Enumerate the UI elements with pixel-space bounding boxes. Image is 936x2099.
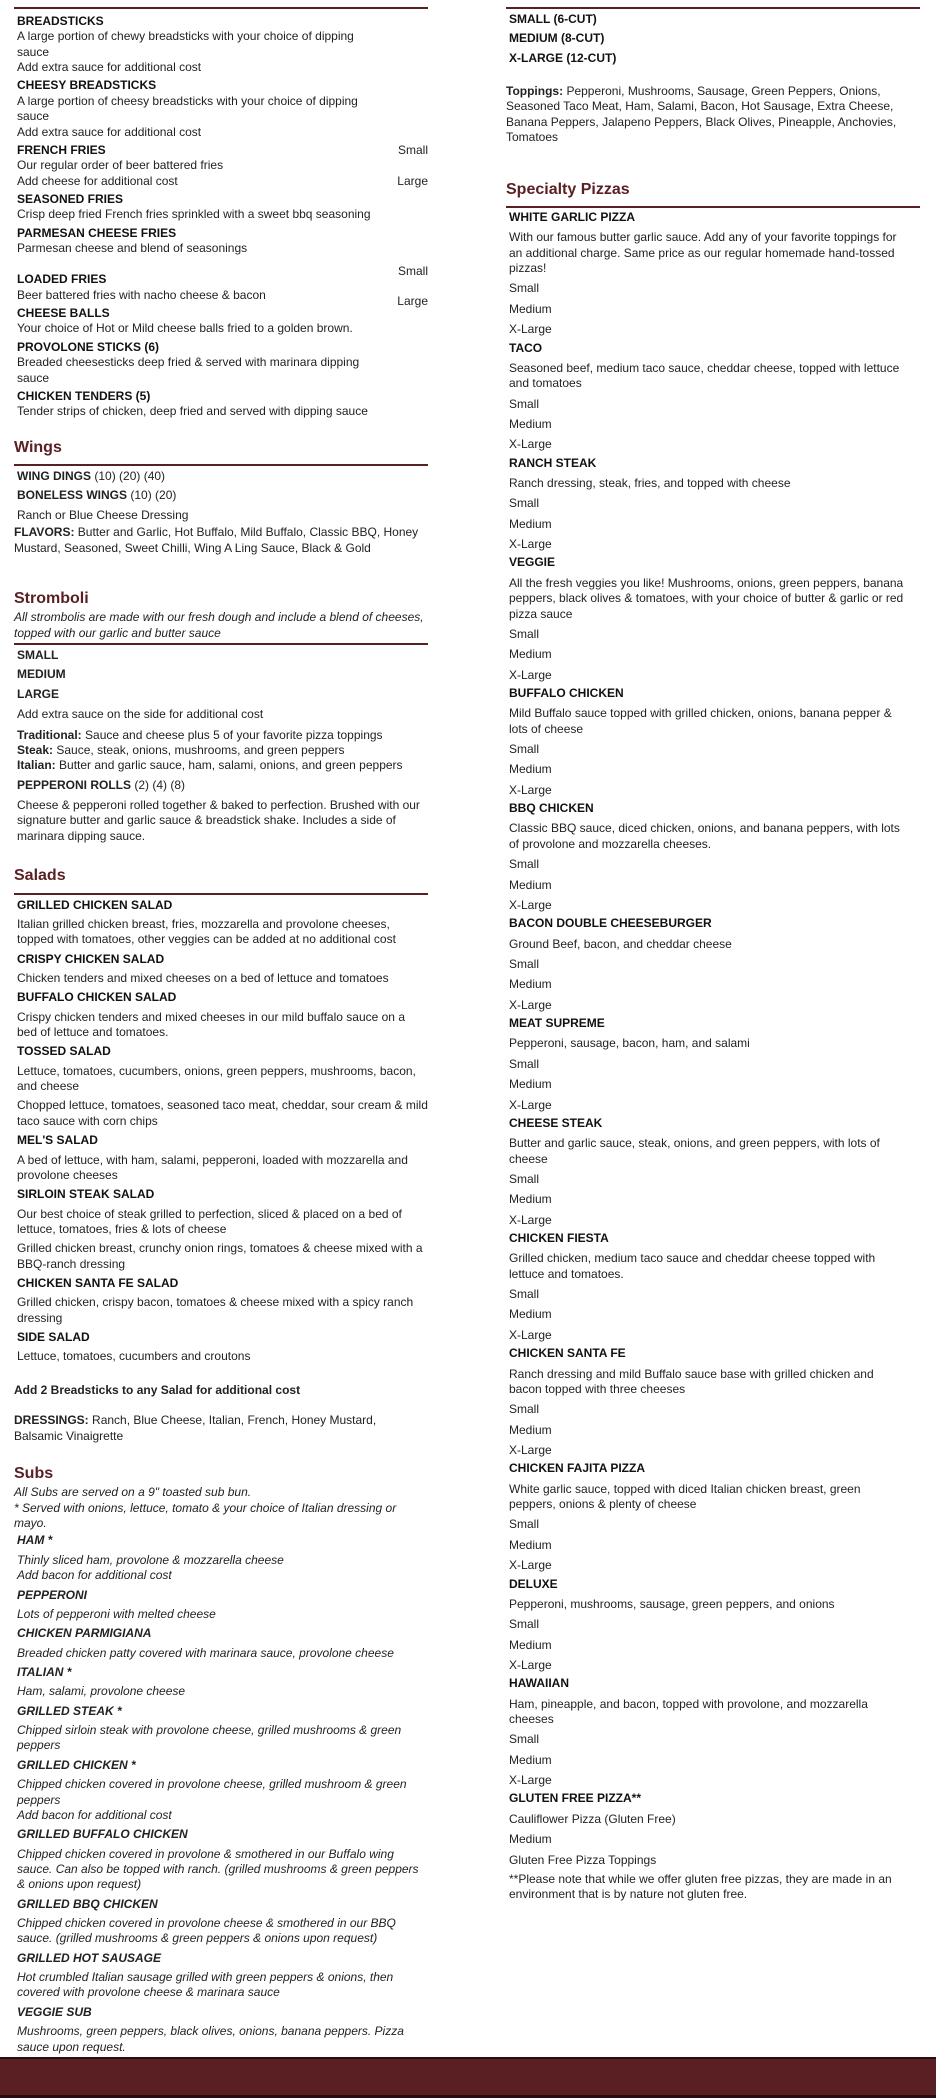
sub-desc: Add bacon for additional cost (17, 1807, 172, 1822)
specialty-pizza-size: Medium (509, 516, 552, 531)
salad-name: SIDE SALAD (17, 1330, 90, 1345)
specialty-pizza-size: Medium (509, 877, 552, 892)
specialty-pizza-size: Medium (509, 977, 552, 992)
pepperoni-rolls-desc: Cheese & pepperoni rolled together & baked to perfection. Brushed with our signature butter and garlic sauce & breadstick shake. Includes a side of marinara dipping sauce. (17, 797, 420, 843)
specialty-pizza-size: Small (509, 742, 540, 757)
gluten-free-section (506, 1791, 920, 1902)
specialty-pizza-desc: Mild Buffalo sauce topped with grilled chicken, onions, banana pepper & lots of cheese (509, 706, 892, 736)
appetizer-desc: Your choice of Hot or Mild cheese balls fried to a golden brown. (17, 321, 353, 336)
specialty-pizza-name: DELUXE (509, 1576, 558, 1591)
specialty-pizza-size: X-Large (509, 1773, 552, 1788)
sub-desc: Mushrooms, green peppers, black olives, onions, banana peppers. Pizza sauce upon request. (17, 2024, 404, 2054)
specialty-pizza-size: Small (509, 1402, 540, 1417)
sub-name: HAM * (17, 1533, 53, 1548)
pizza-size: X-LARGE (12-CUT) (509, 50, 617, 65)
footer-bar (0, 2057, 936, 2098)
sub-name: GRILLED HOT SAUSAGE (17, 1950, 162, 1965)
specialty-pizza-size: Medium (509, 1307, 552, 1322)
appetizer-head-row (14, 389, 428, 404)
appetizer-desc: A large portion of chewy breadsticks with your choice of dipping sauce (17, 29, 354, 59)
salad-name: TOSSED SALAD (17, 1044, 111, 1059)
sub-name: GRILLED BUFFALO CHICKEN (17, 1827, 188, 1842)
sub-desc: Add bacon for additional cost (17, 1568, 172, 1583)
stromboli-type (17, 728, 428, 743)
appetizer-desc-row (14, 94, 428, 125)
specialty-pizza-size: Medium (509, 647, 552, 662)
pepperoni-rolls-name: PEPPERONI ROLLS (17, 777, 132, 792)
boneless-wings-name: BONELESS WINGS (17, 488, 128, 503)
specialty-pizza-name: HAWAIIAN (509, 1676, 569, 1691)
specialty-pizza-size: X-Large (509, 897, 552, 912)
boneless-wings-row (14, 488, 428, 503)
gluten-free-line: Gluten Free Pizza Toppings (509, 1852, 657, 1867)
pizza-sizes-rule (506, 7, 920, 9)
appetizer-desc: Add extra sauce for additional cost (17, 124, 202, 139)
appetizer-name: LOADED FRIES (17, 272, 107, 287)
stromboli-sizes (14, 648, 428, 702)
specialty-pizza-name: CHICKEN FIESTA (509, 1231, 609, 1246)
specialty-pizza-size: Small (509, 626, 540, 641)
appetizer-desc: Tender strips of chicken, deep fried and served with dipping sauce (17, 404, 368, 419)
salad-name: CRISPY CHICKEN SALAD (17, 951, 165, 966)
specialty-pizza-desc: Ranch dressing, steak, fries, and topped with cheese (509, 476, 791, 491)
specialty-pizza-name: CHICKEN SANTA FE (509, 1346, 626, 1361)
appetizer-item (14, 389, 428, 420)
salad-name: SIRLOIN STEAK SALAD (17, 1187, 155, 1202)
specialty-pizzas-title: Specialty Pizzas (506, 180, 630, 198)
appetizer-name: CHEESY BREADSTICKS (17, 78, 157, 93)
appetizer-head-row (14, 340, 428, 355)
specialty-pizza-size: X-Large (509, 782, 552, 797)
stromboli-size: SMALL (17, 648, 59, 663)
appetizer-desc-row (14, 241, 428, 256)
specialty-pizza-name: CHICKEN FAJITA PIZZA (509, 1461, 646, 1476)
specialty-pizza-desc: With our famous butter garlic sauce. Add any of your favorite toppings for an additional charge. Same price as our regular homemade hand-tossed pizzas! (509, 230, 897, 276)
toppings-text: Pepperoni, Mushrooms, Sausage, Green Peppers, Onions, Seasoned Taco Meat, Ham, Salami, Bacon, Hot Sausage, Extra Cheese, Banana Peppers, Jalapeno Peppers, Black Olives, Pineapple, Anchovies, Tomatoes (506, 84, 897, 145)
specialty-pizza-size: Medium (509, 1422, 552, 1437)
appetizer-item (14, 264, 428, 309)
appetizer-size: Small (397, 264, 428, 279)
specialty-pizza-size: Small (509, 857, 540, 872)
wings-rule (14, 464, 428, 466)
loaded-fries-sizes (397, 256, 428, 316)
appetizer-desc: Add extra sauce for additional cost (17, 60, 202, 75)
salads-title: Salads (14, 867, 66, 885)
specialty-pizza-size: Medium (509, 1752, 552, 1767)
sub-name: VEGGIE SUB (17, 2004, 92, 2019)
specialty-pizza-size: Small (509, 496, 540, 511)
appetizers-rule (14, 7, 428, 9)
subs-intro-1: All Subs are served on a 9" toasted sub bun. (14, 1485, 252, 1500)
specialty-pizza-desc: Butter and garlic sauce, steak, onions, and green peppers, with lots of cheese (509, 1136, 880, 1166)
specialty-pizza-size: Small (509, 281, 540, 296)
pepperoni-rolls-row (14, 778, 428, 793)
appetizer-head-row (14, 306, 428, 321)
salad-dressings (14, 1413, 428, 1444)
salad-desc: Crispy chicken tenders and mixed cheeses in our mild buffalo sauce on a bed of lettuce and tomatoes. (17, 1009, 405, 1040)
specialty-pizza-size: Small (509, 1287, 540, 1302)
appetizer-desc: Crisp deep fried French fries sprinkled with a sweet bbq seasoning (17, 207, 371, 222)
specialty-pizza-size: Medium (509, 416, 552, 431)
appetizer-name: BREADSTICKS (17, 14, 104, 28)
specialty-pizza-size: Small (509, 1056, 540, 1071)
sub-desc: Lots of pepperoni with melted cheese (17, 1606, 216, 1621)
salad-name: GRILLED CHICKEN SALAD (17, 897, 173, 912)
appetizer-item (14, 78, 428, 139)
sub-name: GRILLED STEAK * (17, 1703, 122, 1718)
specialty-pizzas-list (506, 210, 920, 1788)
appetizer-name: PARMESAN CHEESE FRIES (17, 225, 177, 240)
stromboli-title: Stromboli (14, 589, 89, 607)
sub-name: CHICKEN PARMIGIANA (17, 1626, 152, 1641)
appetizer-item (14, 192, 428, 223)
specialty-pizza-desc: Ranch dressing and mild Buffalo sauce base with grilled chicken and bacon topped with three cheeses (509, 1366, 874, 1396)
right-column (506, 0, 920, 1903)
appetizer-size: Small (397, 142, 428, 157)
stromboli-size: MEDIUM (17, 667, 66, 682)
salads-rule (14, 893, 428, 895)
specialty-pizza-name: BBQ CHICKEN (509, 801, 594, 816)
specialty-pizza-name: BUFFALO CHICKEN (509, 685, 624, 700)
salad-name: MEL'S SALAD (17, 1133, 98, 1148)
gluten-free-note: **Please note that while we offer gluten free pizzas, they are made in an environment that is by nature not gluten free. (509, 1871, 892, 1902)
stromboli-type (17, 758, 428, 773)
pizza-size: SMALL (6-CUT) (509, 12, 597, 26)
specialty-pizza-size: X-Large (509, 1212, 552, 1227)
appetizer-desc-row (14, 60, 428, 75)
appetizer-desc: Beer battered fries with nacho cheese & bacon (17, 287, 266, 302)
appetizer-desc-row (14, 207, 428, 222)
wing-dings-name: WING DINGS (17, 469, 91, 484)
salad-desc: Grilled chicken breast, crunchy onion rings, tomatoes & cheese mixed with a BBQ-ranch dressing (17, 1241, 423, 1271)
appetizer-size: Large (397, 173, 428, 188)
specialty-pizza-name: VEGGIE (509, 555, 556, 570)
specialty-pizza-desc: Classic BBQ sauce, diced chicken, onions, and banana peppers, with lots of provolone and mozzarella cheeses. (509, 821, 900, 851)
pizza-sizes (506, 12, 920, 66)
sub-desc: Chipped chicken covered in provolone cheese & smothered in our BBQ sauce. (grilled mushrooms & green peppers & onions upon request) (17, 1916, 396, 1946)
wings-section (14, 469, 428, 556)
subs-title: Subs (14, 1464, 54, 1482)
specialty-pizza-desc: Seasoned beef, medium taco sauce, cheddar cheese, topped with lettuce and tomatoes (509, 360, 900, 391)
appetizer-head-row (14, 78, 428, 93)
wings-dressing: Ranch or Blue Cheese Dressing (17, 507, 189, 522)
specialty-pizza-size: Small (509, 396, 540, 411)
salads-list (14, 898, 428, 1365)
appetizer-size: Large (397, 294, 428, 309)
wings-title: Wings (14, 438, 62, 456)
specialty-pizza-size: Medium (509, 1637, 552, 1652)
flavors-label: FLAVORS: (14, 525, 75, 540)
specialty-pizza-desc: Ground Beef, bacon, and cheddar cheese (509, 936, 732, 951)
specialty-pizza-name: WHITE GARLIC PIZZA (509, 209, 635, 224)
specialty-pizza-name: BACON DOUBLE CHEESEBURGER (509, 916, 712, 931)
sub-desc: Ham, salami, provolone cheese (17, 1684, 186, 1699)
appetizer-desc-row (14, 29, 428, 60)
pepperoni-rolls-counts: (2) (4) (8) (134, 777, 186, 792)
specialty-pizza-size: X-Large (509, 1327, 552, 1342)
sub-name: GRILLED BBQ CHICKEN (17, 1896, 158, 1911)
specialty-pizza-size: X-Large (509, 997, 552, 1012)
specialty-pizza-size: X-Large (509, 437, 552, 452)
stromboli-type-text: Sauce and cheese plus 5 of your favorite pizza toppings (85, 727, 383, 742)
appetizer-item (14, 306, 428, 337)
specialty-pizza-size: X-Large (509, 1657, 552, 1672)
specialty-pizza-size: Small (509, 1517, 540, 1532)
appetizer-desc-row (14, 404, 428, 419)
boneless-wings-counts: (10) (20) (130, 488, 177, 503)
appetizer-item (14, 14, 428, 75)
appetizer-head-row (14, 226, 428, 241)
salad-desc: Chicken tenders and mixed cheeses on a bed of lettuce and tomatoes (17, 970, 389, 985)
specialty-pizza-name: RANCH STEAK (509, 455, 597, 470)
stromboli-type-label: Italian: (17, 758, 56, 773)
specialty-pizza-size: Small (509, 1617, 540, 1632)
salad-desc: Lettuce, tomatoes, cucumbers and croutons (17, 1349, 251, 1364)
appetizer-desc-row (14, 355, 428, 386)
appetizer-item (14, 143, 428, 189)
salad-desc: Lettuce, tomatoes, cucumbers, onions, green peppers, mushrooms, bacon, and cheese (17, 1063, 416, 1094)
specialty-pizza-desc: Ham, pineapple, and bacon, topped with provolone, and mozzarella cheeses (509, 1696, 868, 1727)
stromboli-intro: All strombolis are made with our fresh dough and include a blend of cheeses, topped with our garlic and butter sauce (14, 610, 424, 640)
sub-name: PEPPERONI (17, 1587, 88, 1602)
specialty-pizza-size: Medium (509, 762, 552, 777)
gluten-free-line: Cauliflower Pizza (Gluten Free) (509, 1811, 676, 1826)
specialty-pizza-name: CHEESE STEAK (509, 1115, 603, 1130)
specialty-pizza-size: X-Large (509, 537, 552, 552)
specialty-pizza-size: Medium (509, 1537, 552, 1552)
toppings-label: Toppings: (506, 84, 564, 99)
salad-breadsticks-note: Add 2 Breadsticks to any Salad for additional cost (14, 1382, 301, 1397)
salad-desc: Our best choice of steak grilled to perfection, sliced & placed on a bed of lettuce, tomatoes, fries & lots of cheese (17, 1206, 402, 1236)
appetizer-desc-row (14, 158, 428, 173)
specialty-rule (506, 206, 920, 208)
specialty-pizza-name: TACO (509, 340, 543, 355)
appetizer-name: SEASONED FRIES (17, 191, 124, 206)
specialty-pizza-size: Small (509, 957, 540, 971)
specialty-pizza-size: X-Large (509, 1442, 552, 1457)
gluten-free-lines (506, 1812, 920, 1868)
wings-flavors (14, 525, 428, 556)
specialty-pizza-size: Medium (509, 301, 552, 316)
appetizer-desc: Breaded cheesesticks deep fried & served with marinara dipping sauce (17, 355, 360, 385)
wing-dings-counts: (10) (20) (40) (94, 469, 166, 484)
stromboli-types (14, 728, 428, 774)
salad-desc: Chopped lettuce, tomatoes, seasoned taco meat, cheddar, sour cream & mild taco sauce with corn chips (17, 1098, 428, 1128)
specialty-pizza-desc: White garlic sauce, topped with diced Italian chicken breast, green peppers, onions & plenty of cheese (509, 1481, 861, 1512)
appetizer-name: CHICKEN TENDERS (5) (17, 388, 151, 403)
flavors-text: Butter and Garlic, Hot Buffalo, Mild Buffalo, Classic BBQ, Honey Mustard, Seasoned, Sweet Chilli, Wing A Ling Sauce, Black & Gold (14, 525, 419, 555)
appetizer-head-row (14, 192, 428, 207)
specialty-pizza-size: Medium (509, 1077, 552, 1092)
stromboli-size: LARGE (17, 686, 59, 701)
gluten-free-line: Medium (509, 1832, 552, 1847)
specialty-pizza-size: Medium (509, 1192, 552, 1207)
stromboli-type-label: Traditional: (17, 727, 82, 742)
appetizer-name: CHEESE BALLS (17, 306, 110, 321)
sub-desc: Chipped sirloin steak with provolone cheese, grilled mushrooms & green peppers (17, 1723, 402, 1753)
specialty-pizza-desc: Pepperoni, sausage, bacon, ham, and salami (509, 1036, 750, 1051)
stromboli-type (17, 743, 428, 758)
subs-intro-2: * Served with onions, lettuce, tomato & your choice of Italian dressing or mayo. (14, 1500, 397, 1531)
appetizer-desc: A large portion of cheesy breadsticks with your choice of dipping sauce (17, 93, 358, 124)
stromboli-type-text: Sauce, steak, onions, mushrooms, and green peppers (56, 742, 345, 757)
salad-desc: A bed of lettuce, with ham, salami, pepperoni, loaded with mozzarella and provolone cheeses (17, 1152, 408, 1182)
appetizer-desc: Add cheese for additional cost (17, 173, 178, 188)
appetizer-head-row (14, 272, 428, 287)
stromboli-extra: Add extra sauce on the side for additional cost (17, 707, 264, 722)
sub-name: ITALIAN * (17, 1664, 72, 1679)
specialty-pizza-size: X-Large (509, 1097, 552, 1112)
sub-desc: Breaded chicken patty covered with marinara sauce, provolone cheese (17, 1645, 394, 1660)
appetizer-desc: Our regular order of beer battered fries (17, 158, 224, 173)
specialty-pizza-name: MEAT SUPREME (509, 1016, 605, 1031)
specialty-pizza-size: Small (509, 1732, 540, 1747)
specialty-pizza-desc: Grilled chicken, medium taco sauce and cheddar cheese topped with lettuce and tomatoes. (509, 1251, 876, 1281)
dressings-label: DRESSINGS: (14, 1413, 89, 1428)
sub-desc: Chipped chicken covered in provolone & smothered in our Buffalo wing sauce. Can also be topped with ranch. (grilled mushrooms & green peppers & onions upon request) (17, 1846, 419, 1892)
specialty-pizza-size: X-Large (509, 1558, 552, 1573)
appetizer-desc-row (14, 125, 428, 140)
sub-desc: Thinly sliced ham, provolone & mozzarella cheese (17, 1552, 284, 1567)
appetizer-name: FRENCH FRIES (17, 142, 106, 157)
left-column (14, 0, 428, 2070)
sub-name: GRILLED CHICKEN * (17, 1757, 136, 1772)
appetizer-item (14, 340, 428, 386)
stromboli-section (14, 648, 428, 844)
salad-name: BUFFALO CHICKEN SALAD (17, 990, 177, 1005)
stromboli-rule (14, 643, 428, 645)
salad-name: CHICKEN SANTA FE SALAD (17, 1276, 179, 1291)
subs-list (14, 1533, 428, 2070)
dressings-text: Ranch, Blue Cheese, Italian, French, Honey Mustard, Balsamic Vinaigrette (14, 1413, 377, 1443)
specialty-pizza-desc: Pepperoni, mushrooms, sausage, green peppers, and onions (509, 1596, 835, 1611)
specialty-pizza-size: X-Large (509, 667, 552, 682)
specialty-pizza-size: X-Large (509, 322, 552, 337)
toppings-block (506, 84, 920, 145)
appetizer-desc-row (14, 174, 428, 189)
appetizer-head-row (14, 143, 428, 158)
appetizer-head-row (14, 14, 428, 29)
appetizer-desc-row (14, 321, 428, 336)
wing-dings-row (14, 469, 428, 484)
appetizer-desc: Parmesan cheese and blend of seasonings (17, 241, 248, 256)
salad-desc: Italian grilled chicken breast, fries, mozzarella and provolone cheeses, topped with tomatoes, other veggies can be added at no additional cost (17, 916, 396, 947)
salad-desc: Grilled chicken, crispy bacon, tomatoes & cheese mixed with a spicy ranch dressing (17, 1295, 414, 1325)
sub-desc: Chipped chicken covered in provolone cheese, grilled mushroom & green peppers (17, 1777, 407, 1807)
gluten-free-name: GLUTEN FREE PIZZA** (509, 1791, 642, 1806)
stromboli-type-text: Butter and garlic sauce, ham, salami, onions, and green peppers (59, 758, 403, 773)
appetizer-desc-row (14, 288, 428, 303)
stromboli-type-label: Steak: (17, 742, 54, 757)
specialty-pizza-desc: All the fresh veggies you like! Mushrooms, onions, green peppers, banana peppers, black olives & tomatoes, with your choice of butter & garlic or red pizza sauce (509, 575, 904, 621)
specialty-pizza-size: Small (509, 1171, 540, 1186)
appetizer-name: PROVOLONE STICKS (6) (17, 339, 160, 354)
pizza-size: MEDIUM (8-CUT) (509, 31, 605, 46)
sub-desc: Hot crumbled Italian sausage grilled with green peppers & onions, then covered with provolone cheese & marinara sauce (17, 1970, 394, 2000)
appetizer-item (14, 226, 428, 257)
appetizers-list (14, 14, 428, 420)
